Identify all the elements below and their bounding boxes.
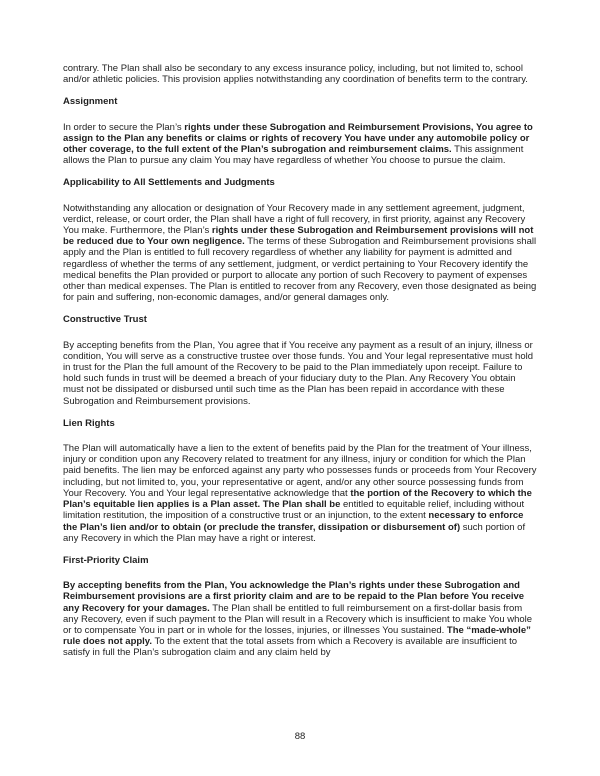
section-heading: Applicability to All Settlements and Judgments <box>63 177 275 189</box>
text-run: Notwithstanding any allocation or designation of Your Recovery made in any settlement agreement, judgment, verdict, release, or court order, the Plan shall have a right of full recovery, in first priority, against any Recovery You make. Furthermore, the Plan’s <box>63 202 526 237</box>
text-run: In order to secure the Plan’s <box>63 121 185 133</box>
section-heading: Lien Rights <box>63 417 115 429</box>
section-heading: Constructive Trust <box>63 314 147 326</box>
text-run: By accepting benefits from the Plan, You agree that if You receive any payment as a result of an injury, illness or condition, You will serve as a constructive trustee over those funds. You and Your legal representative must hold in trust for the Plan the full amount of the Recovery to be paid to the Plan immediately upon receipt. Failure to hold such funds in trust will be deemed a breach of your fiduciary duty to the Plan. Any Recovery You obtain must not be dissipated or disbursed until such time as the Plan has been repaid in accordance with these Subrogation and Reimbursement provisions. <box>63 339 534 407</box>
section-heading: Assignment <box>63 96 118 108</box>
text-run-bold: necessary to enforce the Plan’s lien and/or to obtain (or preclude the transfer, dissipation or disbursement of) <box>63 510 524 533</box>
document-body <box>63 63 538 670</box>
paragraph <box>63 203 538 304</box>
paragraph <box>63 340 538 407</box>
paragraph <box>63 580 538 658</box>
paragraph <box>63 63 538 85</box>
text-run: The Plan will automatically have a lien to the extent of benefits paid by the Plan for the treatment of Your illness, injury or condition upon any Recovery related to treatment for any illness, injury or condition for which the Plan paid benefits. The lien may be enforced against any party who possesses funds or proceeds from Your Recovery including, but not limited to, you, your representative or agent, and/or any other source possessing funds from Your Recovery. You and Your legal representative acknowledge that <box>63 443 537 499</box>
text-run-bold: rights under these Subrogation and Reimbursement Provisions, You agree to assign to the Plan any benefits or claims or rights of recovery You have under any automobile policy or other coverage, to the full extent of the Plan’s subrogation and reimbursement claims. <box>63 121 533 156</box>
text-run: The Plan shall be entitled to full reimbursement on a first-dollar basis from any Recovery, even if such payment to the Plan will result in a Recovery which is insufficient to make You whole or to compensate You in part or in whole for the losses, injuries, or illnesses You sustained. <box>63 602 533 636</box>
section-heading: First-Priority Claim <box>63 554 149 566</box>
text-run: such portion of any Recovery in which the Plan may have a right or interest. <box>63 521 526 544</box>
text-run: entitled to equitable relief, including without limitation restitution, the imposition of a constructive trust or an injunction, to the extent <box>63 499 525 522</box>
text-run-bold: rights under these Subrogation and Reimbursement provisions will not be reduced due to Your own negligence. <box>63 225 534 248</box>
text-run: To the extent that the total assets from which a Recovery is available are insufficient to satisfy in full the Plan’s subrogation claim and any claim held by <box>63 636 518 659</box>
text-run-bold: By accepting benefits from the Plan, You acknowledge the Plan’s rights under these Subrogation and Reimbursement provisions are a first priority claim and are to be repaid to the Plan before You receive any Recovery for your damages. <box>63 580 525 614</box>
text-run: contrary. The Plan shall also be secondary to any excess insurance policy, including, but not limited to, school and/or athletic policies. This provision applies notwithstanding any coordination of benefits term to the contrary. <box>63 63 528 86</box>
paragraph <box>63 443 538 544</box>
text-run-bold: The “made-whole” rule does not apply. <box>63 624 531 648</box>
text-run-bold: the portion of the Recovery to which the Plan’s equitable lien applies is a Plan asset. The Plan shall be <box>63 487 532 511</box>
text-run: The terms of these Subrogation and Reimbursement provisions shall apply and the Plan is entitled to full recovery regardless of whether any liability for payment is admitted and regardless of whether the terms of any settlement, judgment, or verdict pertaining to Your Recovery identify the medical benefits the Plan provided or purport to allocate any portion of such Recovery to payment of expenses other than medical expenses. The Plan is entitled to recover from any Recovery, even those designated as being for pain and suffering, non-economic damages, and/or general damages only. <box>63 236 537 304</box>
text-run: This assignment allows the Plan to pursue any claim You may have regardless of whether You choose to pursue the claim. <box>63 144 524 167</box>
paragraph <box>63 122 538 167</box>
page-number: 88 <box>294 731 306 742</box>
